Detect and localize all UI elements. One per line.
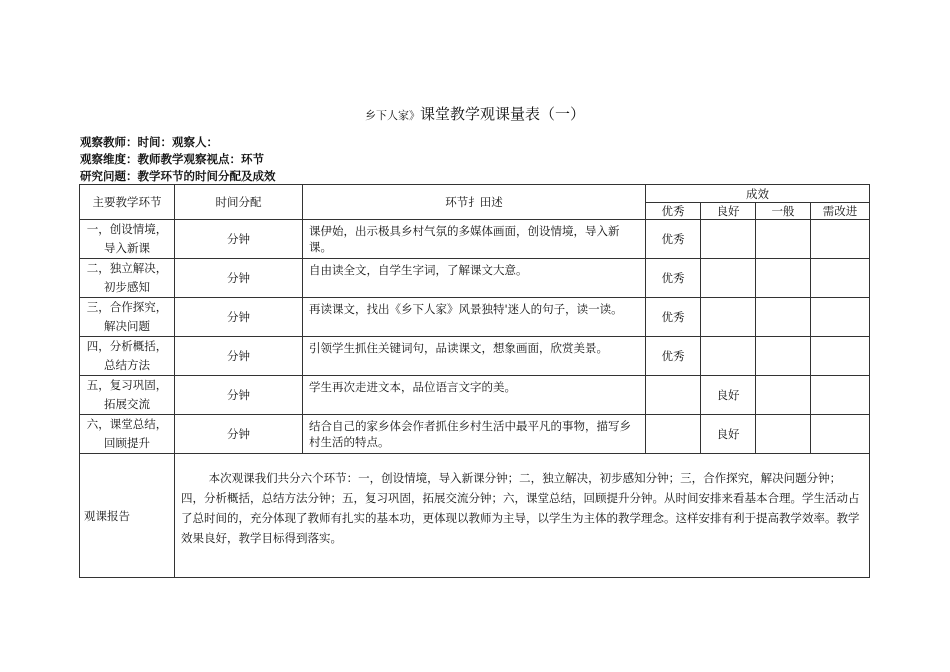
table-row xyxy=(80,337,870,376)
desc-cell: 自由读全文，自学生字词，了解课文大意。 xyxy=(303,259,646,298)
rating-improve-cell xyxy=(811,298,870,337)
step-cell: 四，分析概括，总结方法 xyxy=(80,337,175,376)
report-text: 本次观课我们共分六个环节：一，创设情境，导入新课分钟；二，独立解决，初步感知分钟；三，合作探究，解决问题分钟；四，分析概括，总结方法分钟；五，复习巩固，拓展交流分钟；六，课堂总结，回顾提升分钟。从时间安排来看基本合理。学生活动占了总时间的，充分体现了教师有扎实的基本功，更体现以教师为主导，以学生为主体的教学理念。这样安排有利于提高教学效率。教学效果良好，教学目标得到落实。 xyxy=(175,454,870,578)
desc-cell: 结合自己的家乡体会作者抓住乡村生活中最平凡的事物，描写乡村生活的特点。 xyxy=(303,415,646,454)
step-cell: 五，复习巩固，拓展交流 xyxy=(80,376,175,415)
step-cell: 一，创设情境，导入新课 xyxy=(80,220,175,259)
observation-table xyxy=(79,184,870,578)
rating-improve-cell xyxy=(811,415,870,454)
table-row xyxy=(80,259,870,298)
header-rating-excellent: 优秀 xyxy=(646,203,701,220)
rating-average-cell xyxy=(756,259,811,298)
time-cell: 分钟 xyxy=(175,415,303,454)
desc-cell: 引领学生抓住关键词句，品读课文，想象画面，欣赏美景。 xyxy=(303,337,646,376)
step-cell: 六，课堂总结，回顾提升 xyxy=(80,415,175,454)
title-prefix: 乡下人家》 xyxy=(364,109,420,122)
step-cell: 三，合作探究，解决问题 xyxy=(80,298,175,337)
time-cell: 分钟 xyxy=(175,376,303,415)
header-rating-good: 良好 xyxy=(701,203,756,220)
rating-good-cell xyxy=(701,298,756,337)
header-time: 时间分配 xyxy=(175,185,303,220)
desc-cell: 课伊始，出示极具乡村气氛的多媒体画面，创设情境，导入新课。 xyxy=(303,220,646,259)
rating-excellent-cell: 优秀 xyxy=(646,259,701,298)
header-result: 成效 xyxy=(646,185,870,203)
header-rating-improve: 需改进 xyxy=(811,203,870,220)
rating-excellent-cell: 优秀 xyxy=(646,220,701,259)
rating-good-cell xyxy=(701,337,756,376)
meta-observer-line: 观察教师：时间：观察人： xyxy=(80,135,218,149)
rating-improve-cell xyxy=(811,337,870,376)
title-main: 课堂教学观课量表（一） xyxy=(419,105,585,123)
header-desc: 环节扌田述 xyxy=(303,185,646,220)
rating-average-cell xyxy=(756,337,811,376)
rating-average-cell xyxy=(756,415,811,454)
rating-excellent-cell: 优秀 xyxy=(646,337,701,376)
rating-average-cell xyxy=(756,298,811,337)
time-cell: 分钟 xyxy=(175,337,303,376)
rating-improve-cell xyxy=(811,220,870,259)
page-title xyxy=(0,103,950,124)
step-cell: 二，独立解决，初步感知 xyxy=(80,259,175,298)
report-label: 观课报告 xyxy=(80,454,175,578)
rating-excellent-cell: 优秀 xyxy=(646,298,701,337)
desc-cell: 再读课文，找出《乡下人家》风景独特'迷人的句子，读一读。 xyxy=(303,298,646,337)
desc-cell: 学生再次走进文本，品位语言文字的美。 xyxy=(303,376,646,415)
meta-question-line: 研究问题：教学环节的时间分配及成效 xyxy=(80,169,276,183)
time-cell: 分钟 xyxy=(175,220,303,259)
rating-good-cell xyxy=(701,220,756,259)
rating-excellent-cell xyxy=(646,415,701,454)
header-step: 主要教学环节 xyxy=(80,185,175,220)
table-row xyxy=(80,220,870,259)
rating-good-cell: 良好 xyxy=(701,415,756,454)
report-row xyxy=(80,454,870,578)
table-row xyxy=(80,298,870,337)
rating-good-cell: 良好 xyxy=(701,376,756,415)
meta-dimension-line: 观察维度：教师教学观察视点：环节 xyxy=(80,152,264,166)
rating-improve-cell xyxy=(811,376,870,415)
time-cell: 分钟 xyxy=(175,259,303,298)
rating-improve-cell xyxy=(811,259,870,298)
rating-good-cell xyxy=(701,259,756,298)
rating-excellent-cell xyxy=(646,376,701,415)
table-row xyxy=(80,376,870,415)
rating-average-cell xyxy=(756,220,811,259)
table-row xyxy=(80,415,870,454)
time-cell: 分钟 xyxy=(175,298,303,337)
rating-average-cell xyxy=(756,376,811,415)
header-rating-average: 一般 xyxy=(756,203,811,220)
